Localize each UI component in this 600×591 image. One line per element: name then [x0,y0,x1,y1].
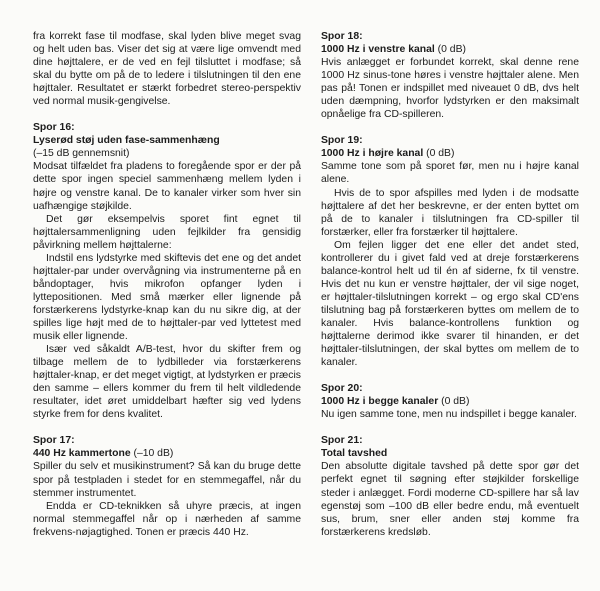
section-label: Spor 18: [321,31,363,42]
section-label: Spor 21: [321,435,363,447]
paragraph: Om fejlen ligger det ene eller det andet sted, kontrollerer du i givet fald ved at dreje forstærkerens balance-kontrol helt ud til én af siderne, fx til venstre. Hvis det nu kun er venstre højttaler, der vil sige noget, er højttaler-tilslutningen korrekt – og ergo skal CD'ens tilslutning bag på forstærkeren byttes om mellem de to kanaler. Hvis balance-kontrollens funktion og højttalerne derimod ikke svarer til hinanden, er det højttaler-tilslutningen, der skal byttes om mellem de to kanaler. [321,239,579,369]
section-spor-17 [33,434,301,538]
section-spor-20 [321,382,579,421]
section-spor-21 [321,434,579,538]
section-level-note: (0 dB) [423,148,455,160]
section-title: Total tavshed [321,448,388,460]
section-title: Lyserød støj uden fase-sammenhæng [33,135,220,147]
section-spor-16 [33,121,301,421]
section-title [321,43,579,56]
section-subtitle: (–15 dB gennemsnit) [33,148,130,160]
section-label: Spor 17: [33,435,75,447]
left-column [33,30,301,539]
section-label: Spor 19: [321,135,363,147]
section-title-text: 440 Hz kammertone [33,448,131,460]
section-label: Spor 20: [321,383,363,395]
section-title-text: 1000 Hz i højre kanal [321,148,424,160]
section-title [33,447,301,460]
section-level-note: (0 dB) [434,44,466,56]
paragraph: Det gør eksempelvis sporet fint egnet til højttalersammenligning uden fejlkilder fra gensidig påvirkning mellem højttalerne: [33,213,301,251]
paragraph: Den absolutte digitale tavshed på dette spor gør det perfekt egnet til søgning efter støjkilder forskellige steder i anlægget. Fordi moderne CD-spillere har så lav egenstøj som –100 dB eller bedre endu, må eventuelt sus, brum, sner eller anden støj komme fra forstærkerens kredsløb. [321,461,579,538]
paragraph: Især ved såkaldt A/B-test, hvor du skifter frem og tilbage mellem de to lydbilleder via forstærkerens højttaler-knap, er det meget vigtigt, at lydstyrken er præcis den samme – ellers kommer du frem til helt vildledende resultater, idet øret umiddelbart hæfter sig ved lydens styrke frem for dens kvalitet. [33,344,301,421]
paragraph: Endda er CD-teknikken så uhyre præcis, at ingen normal stemmegaffel når op i nærheden af samme frekvens-nøjagtighed. Tonen er præcis 440 Hz. [33,500,301,538]
section-title [321,147,579,160]
paragraph: Spiller du selv et musikinstrument? Så kan du bruge dette spor på testpladen i stedet for en stemmegaffel, når du stemmer instrumentet. [33,461,301,499]
section-title-text: 1000 Hz i venstre kanal [321,44,435,56]
section-title-text: 1000 Hz i begge kanaler [321,396,439,408]
paragraph: Samme tone som på sporet før, men nu i højre kanal alene. [321,161,579,186]
paragraph: Hvis de to spor afspilles med lyden i de modsatte højttalere af det her beskrevne, er der enten byttet om på de to kanaler i tilslutningen fra CD-spiller til forstærker, eller fra forstærker til højttalere. [321,187,579,238]
section-spor-19 [321,134,579,369]
intro-paragraph: fra korrekt fase til modfase, skal lyden blive meget svag og helt uden bas. Viser det sig at være lige omvendt med dine højttalere, er de ved en fejl tilsluttet i modfase; så skal du bytte om på de to ledere i tilslutningen til den ene højttaler. Resultatet er stærkt forbedret stereo-perspektiv ved normal musik-gengivelse. [33,31,301,108]
paragraph: Indstil ens lydstyrke med skiftevis det ene og det andet højttaler-par under overvågning via instrumenterne på en båndoptager, hvis mikrofon opfanger lyden i lyttepositionen. Med små mærker eller lignende på forstærkerens lydstyrke-knap kan du nu sikre dig, at der spilles lige højt med de to højttaler-par ved lyttetest med musik eller lignende. [33,252,301,343]
section-spor-18 [321,30,579,121]
section-level-note: (–10 dB) [130,448,174,460]
section-level-note: (0 dB) [438,396,470,408]
paragraph: Nu igen samme tone, men nu indspillet i begge kanaler. [321,409,577,421]
paragraph: Hvis anlægget er forbundet korrekt, skal denne rene 1000 Hz sinus-tone høres i venstre højttaler alene. Men pas på! Tonen er indspillet med niveauet 0 dB, dvs helt uden dæmpning, hvorfor lydstyrken er den maksimalt opnåelige fra CD-spilleren. [321,57,579,121]
paragraph: Modsat tilfældet fra pladens to foregående spor er der på dette spor ingen speciel sammenhæng mellem lyden i højre og venstre kanal. De to kanaler virker som hver sin uafhængige støjkilde. [33,161,301,212]
section-title [321,395,579,408]
section-label: Spor 16: [33,122,75,134]
right-column [321,30,579,539]
